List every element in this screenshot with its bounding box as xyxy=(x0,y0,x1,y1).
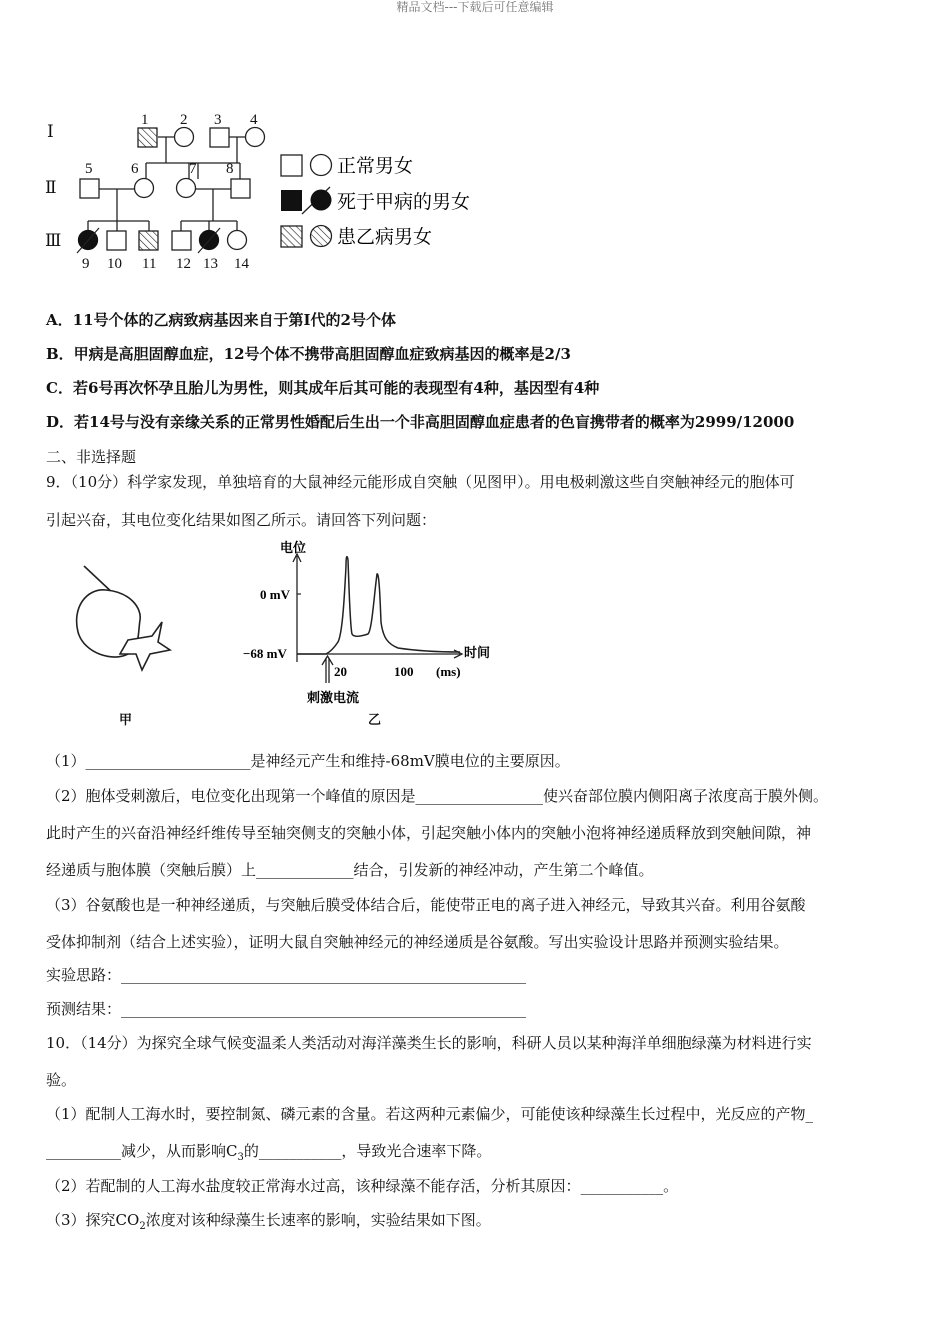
q10-part1-blank2[interactable]: ___________ xyxy=(258,1142,342,1160)
q9-result-line xyxy=(46,999,526,1019)
q10-stem-line1: 10．（14分）为探究全球气候变温柔人类活动对海洋藻类生长的影响，科研人员以某种海洋单细胞绿藻为材料进行实 xyxy=(46,1034,812,1052)
figure-jia-neuron xyxy=(66,562,186,682)
q10-part2-text: （2）若配制的人工海水盐度较正常海水过高，该种绿藻不能存活，分析其原因： xyxy=(46,1177,581,1195)
membrane-potential-trace xyxy=(297,557,460,654)
individual-1-male-disease-b xyxy=(138,128,157,147)
individual-number-4: 4 xyxy=(250,112,258,128)
individual-number-11: 11 xyxy=(142,256,157,272)
stimulus-arrow xyxy=(322,656,333,683)
q10-part1-text-b: 减少，从而影响C xyxy=(121,1142,238,1160)
individual-number-5: 5 xyxy=(85,161,93,177)
individual-8-male-normal xyxy=(231,179,250,198)
q9-part2-line1 xyxy=(46,786,828,806)
q9-part2-blank1[interactable]: _________________ xyxy=(415,787,544,805)
individual-3-male-normal xyxy=(210,128,229,147)
q9-idea-blank[interactable]: ______________________________________________________ xyxy=(121,966,527,984)
individual-6-female-normal xyxy=(135,179,154,198)
option-c: C．若6号再次怀孕且胎儿为男性，则其成年后其可能的表现型有4种，基因型有4种 xyxy=(46,379,600,397)
individual-number-3: 3 xyxy=(214,112,222,128)
individual-number-10: 10 xyxy=(107,256,122,272)
q10-part3-text-a: （3）探究CO xyxy=(46,1211,140,1229)
generation-label-1: Ⅰ xyxy=(47,122,54,141)
generation-label-3: Ⅲ xyxy=(45,231,62,250)
pedigree-lines xyxy=(88,137,246,231)
individual-10-male-normal xyxy=(107,231,126,250)
generation-label-2: Ⅱ xyxy=(45,178,57,197)
q9-part2-line2: 此时产生的兴奋沿神经纤维传导至轴突侧支的突触小体，引起突触小体内的突触小泡将神经递质释放到突触间隙，神 xyxy=(46,824,812,842)
individual-2-female-normal xyxy=(175,128,194,147)
individual-12-male-normal xyxy=(172,231,191,250)
option-d: D．若14号与没有亲缘关系的正常男性婚配后生出一个非高胆固醇血症患者的色盲携带者的概率为2999/12000 xyxy=(46,413,795,431)
q9-part2-blank2[interactable]: _____________ xyxy=(256,861,354,879)
individual-11-male-disease-b xyxy=(139,231,158,250)
individual-7-female-normal xyxy=(177,179,196,198)
y-axis-title: 电位 xyxy=(280,540,307,555)
individual-number-6: 6 xyxy=(131,161,139,177)
q10-part2-end: 。 xyxy=(663,1177,679,1195)
q9-stem-line1: 9．（10分）科学家发现，单独培育的大鼠神经元能形成自突触（见图甲）。用电极刺激这些自突触神经元的胞体可 xyxy=(46,473,795,491)
q10-part2-blank[interactable]: ___________ xyxy=(580,1177,664,1195)
q10-part1-line1: （1）配制人工海水时，要控制氮、磷元素的含量。若这两种元素偏少，可能使该种绿藻生长过程中，光反应的产物_ xyxy=(46,1105,814,1123)
individual-number-13: 13 xyxy=(203,256,218,272)
y-tick-minus68mv: −68 mV xyxy=(243,646,287,661)
q10-part1-text-d: ，导致光合速率下降。 xyxy=(341,1142,492,1160)
individual-4-female-normal xyxy=(246,128,265,147)
individual-number-1: 1 xyxy=(141,112,149,128)
figure-jia-label: 甲 xyxy=(119,713,133,728)
q10-part1-line2 xyxy=(46,1141,491,1168)
individual-number-8: 8 xyxy=(226,161,234,177)
q9-part1 xyxy=(46,751,570,771)
option-b: B．甲病是高胆固醇血症，12号个体不携带高胆固醇血症致病基因的概率是2/3 xyxy=(46,345,571,363)
individual-number-9: 9 xyxy=(82,256,90,272)
option-a: A．11号个体的乙病致病基因来自于第Ⅰ代的2号个体 xyxy=(46,311,396,329)
x-tick-20: 20 xyxy=(334,664,347,679)
q9-part2-text-d: 结合，引发新的神经冲动，产生第二个峰值。 xyxy=(353,861,654,879)
figure-yi-label: 乙 xyxy=(368,713,382,728)
q10-part1-blank1[interactable]: __________ xyxy=(46,1142,121,1160)
q9-idea-line xyxy=(46,965,526,985)
q10-part3-sub: 2 xyxy=(139,1221,146,1232)
q9-part1-blank[interactable]: （1）______________________ xyxy=(46,752,251,770)
individual-number-14: 14 xyxy=(234,256,249,272)
q10-stem-line2: 验。 xyxy=(46,1071,77,1089)
legend-disease-b: 患乙病男女 xyxy=(337,227,433,248)
individual-number-2: 2 xyxy=(180,112,188,128)
individual-number-12: 12 xyxy=(176,256,191,272)
pedigree-diagram xyxy=(40,105,520,275)
section-title: 二、非选择题 xyxy=(46,448,137,466)
q9-part2-text-c: 经递质与胞体膜（突触后膜）上 xyxy=(46,861,257,879)
x-unit: (ms) xyxy=(436,664,461,679)
q10-part2 xyxy=(46,1176,678,1196)
individual-14-female-normal xyxy=(228,231,247,250)
q9-result-label: 预测结果： xyxy=(46,1000,122,1018)
q10-part1-sub: 3 xyxy=(237,1152,244,1163)
q10-part3-text-b: 浓度对该种绿藻生长速率的影响，实验结果如下图。 xyxy=(145,1211,491,1229)
q9-result-blank[interactable]: ______________________________________________________ xyxy=(121,1000,527,1018)
stimulus-label: 刺激电流 xyxy=(307,690,360,705)
q10-part1-text-c: 的 xyxy=(243,1142,259,1160)
page-header: 精品文档---下载后可任意编辑 xyxy=(396,0,554,14)
q9-part2-line3 xyxy=(46,860,654,880)
q9-part2-text-a: （2）胞体受刺激后，电位变化出现第一个峰值的原因是 xyxy=(46,787,416,805)
q9-part3-line2: 受体抑制剂（结合上述实验），证明大鼠自突触神经元的神经递质是谷氨酸。写出实验设计思路并预测实验结果。 xyxy=(46,933,789,951)
q9-part2-text-b: 使兴奋部位膜内侧阳离子浓度高于膜外侧。 xyxy=(543,787,829,805)
individual-number-7: 7 xyxy=(189,161,197,177)
pedigree-legend xyxy=(281,155,470,249)
x-axis-title: 时间 xyxy=(464,645,491,660)
q9-part1-text: 是神经元产生和维持-68mV膜电位的主要原因。 xyxy=(250,752,570,770)
q9-part3-line1: （3）谷氨酸也是一种神经递质，与突触后膜受体结合后，能使带正电的离子进入神经元，导致其兴奋。利用谷氨酸 xyxy=(46,896,806,914)
y-tick-0mv: 0 mV xyxy=(260,587,290,602)
individual-5-male-normal xyxy=(80,179,99,198)
q10-part3 xyxy=(46,1210,491,1237)
legend-dead-disease-a: 死于甲病的男女 xyxy=(337,192,471,213)
q9-idea-label: 实验思路： xyxy=(46,966,122,984)
figure-yi-potential-chart xyxy=(238,536,498,706)
x-tick-100: 100 xyxy=(394,664,414,679)
q9-stem-line2: 引起兴奋，其电位变化结果如图乙所示。请回答下列问题： xyxy=(46,511,437,529)
legend-normal: 正常男女 xyxy=(337,156,414,177)
